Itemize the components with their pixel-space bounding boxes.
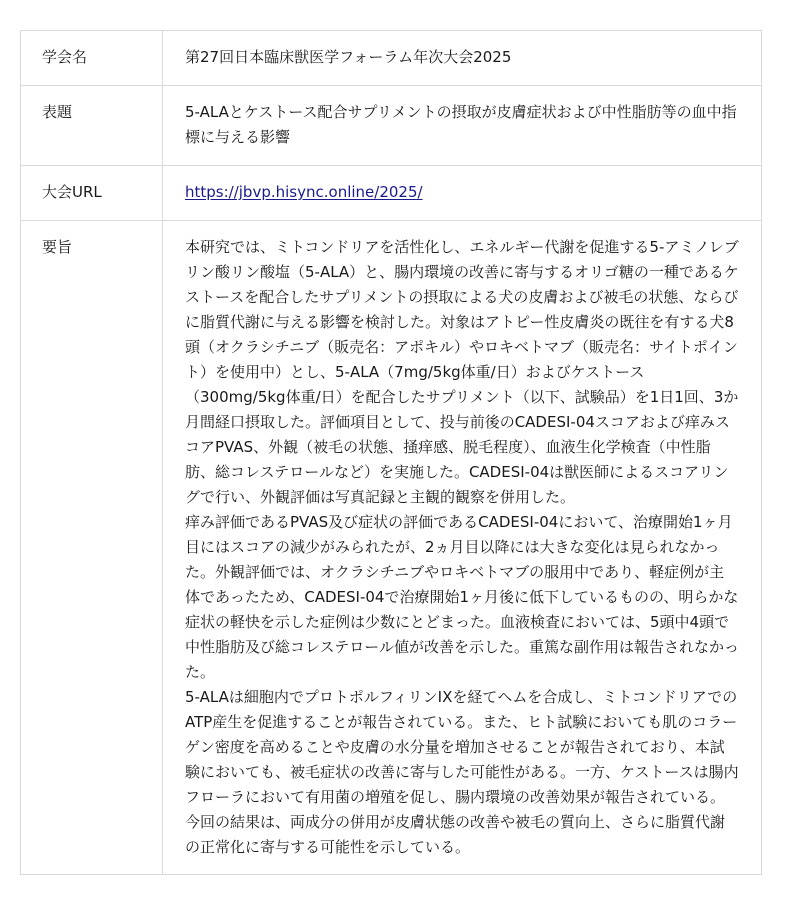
url-row	[21, 166, 762, 221]
summary-paragraph-results: 痒み評価であるPVAS及び症状の評価であるCADESI-04において、治療開始1ヶ月目にはスコアの減少がみられたが、2ヵ月目以降には大きな変化は見られなかった。外観評価では、オクラシチニブやロキベトマブの服用中であり、軽症例が主体であったため、CADESI-04で治療開始1ヶ月後に低下しているものの、明らかな症状の軽快を示した症例は少数にとどまった。血液検査においては、5頭中4頭で中性脂肪及び総コレステロール値が改善を示した。重篤な副作用は報告されなかった。	[185, 513, 739, 681]
conference-url-link[interactable]: https://jbvp.hisync.online/2025/	[185, 183, 423, 201]
summary-row	[21, 221, 762, 875]
presentation-title: 5-ALAとケストース配合サプリメントの摂取が皮膚症状および中性脂肪等の血中指標に与える影響	[163, 86, 762, 166]
summary-body	[163, 221, 762, 875]
abstract-info-table	[20, 30, 762, 875]
conference-label: 学会名	[21, 31, 163, 86]
summary-label: 要旨	[21, 221, 163, 875]
summary-paragraph-discussion: 5-ALAは細胞内でプロトポルフィリンIXを経てヘムを合成し、ミトコンドリアでのATP産生を促進することが報告されている。また、ヒト試験においても肌のコラーゲン密度を高めることや皮膚の水分量を増加させることが報告されており、本試験においても、被毛症状の改善に寄与した可能性がある。一方、ケストースは腸内フローラにおいて有用菌の増殖を促し、腸内環境の改善効果が報告されている。今回の結果は、両成分の併用が皮膚状態の改善や被毛の質向上、さらに脂質代謝の正常化に寄与する可能性を示している。	[185, 688, 739, 856]
url-label: 大会URL	[21, 166, 163, 221]
title-label: 表題	[21, 86, 163, 166]
summary-paragraph-methods: 本研究では、ミトコンドリアを活性化し、エネルギー代謝を促進する5-アミノレブリン酸リン酸塩（5-ALA）と、腸内環境の改善に寄与するオリゴ糖の一種であるケストースを配合したサプリメントの摂取による犬の皮膚および被毛の状態、ならびに脂質代謝に与える影響を検討した。対象はアトピー性皮膚炎の既往を有する犬8頭（オクラシチニブ（販売名：アポキル）やロキベトマブ（販売名：サイトポイント）を使用中）とし、5-ALA（7mg/5kg体重/日）およびケストース（300mg/5kg体重/日）を配合したサプリメント（以下、試験品）を1日1回、3か月間経口摂取した。評価項目として、投与前後のCADESI-04スコアおよび痒みスコアPVAS、外観（被毛の状態、掻痒感、脱毛程度）、血液生化学検査（中性脂肪、総コレステロールなど）を実施した。CADESI-04は獣医師によるスコアリングで行い、外観評価は写真記録と主観的観察を併用した。	[185, 238, 739, 506]
title-row	[21, 86, 762, 166]
abstract-info-panel	[20, 30, 762, 875]
conference-row	[21, 31, 762, 86]
url-cell	[163, 166, 762, 221]
conference-name: 第27回日本臨床獣医学フォーラム年次大会2025	[163, 31, 762, 86]
